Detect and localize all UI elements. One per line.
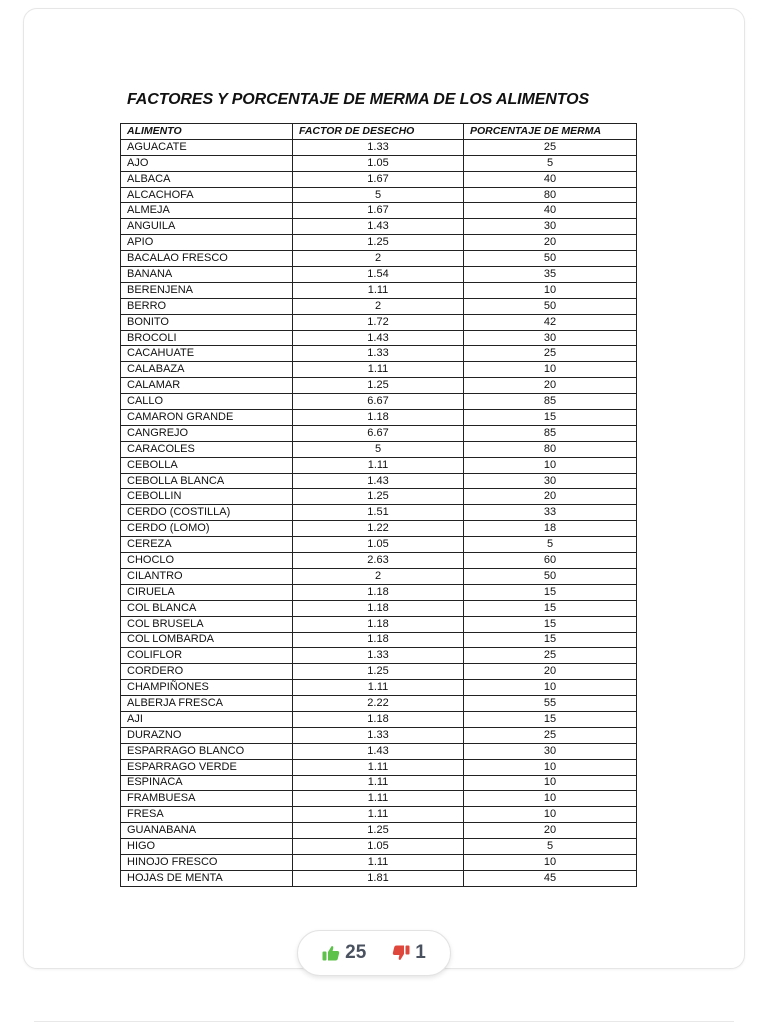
cell-factor-desecho: 1.11 — [293, 807, 464, 823]
cell-factor-desecho: 1.18 — [293, 632, 464, 648]
cell-porcentaje-merma: 20 — [464, 664, 637, 680]
cell-alimento: CORDERO — [121, 664, 293, 680]
cell-factor-desecho: 1.25 — [293, 378, 464, 394]
table-row — [121, 267, 637, 283]
table-row — [121, 410, 637, 426]
cell-factor-desecho: 2 — [293, 568, 464, 584]
table-row — [121, 711, 637, 727]
table-row — [121, 441, 637, 457]
table-row — [121, 251, 637, 267]
cell-factor-desecho: 1.33 — [293, 139, 464, 155]
cell-factor-desecho: 1.11 — [293, 680, 464, 696]
cell-porcentaje-merma: 15 — [464, 584, 637, 600]
cell-alimento: CARACOLES — [121, 441, 293, 457]
table-row — [121, 219, 637, 235]
cell-factor-desecho: 1.43 — [293, 219, 464, 235]
table-row — [121, 791, 637, 807]
cell-porcentaje-merma: 55 — [464, 696, 637, 712]
table-header-row — [121, 124, 637, 140]
cell-porcentaje-merma: 45 — [464, 870, 637, 886]
table-row — [121, 727, 637, 743]
table-row — [121, 394, 637, 410]
cell-porcentaje-merma: 25 — [464, 648, 637, 664]
cell-alimento: COL LOMBARDA — [121, 632, 293, 648]
cell-porcentaje-merma: 15 — [464, 410, 637, 426]
cell-porcentaje-merma: 10 — [464, 807, 637, 823]
cell-alimento: AJO — [121, 155, 293, 171]
table-row — [121, 680, 637, 696]
cell-porcentaje-merma: 33 — [464, 505, 637, 521]
cell-alimento: CEBOLLA — [121, 457, 293, 473]
table-row — [121, 187, 637, 203]
cell-alimento: HIGO — [121, 839, 293, 855]
cell-alimento: GUANABANA — [121, 823, 293, 839]
cell-factor-desecho: 1.43 — [293, 330, 464, 346]
cell-alimento: BERRO — [121, 298, 293, 314]
table-row — [121, 298, 637, 314]
cell-alimento: CALABAZA — [121, 362, 293, 378]
cell-porcentaje-merma: 30 — [464, 219, 637, 235]
cell-alimento: CHOCLO — [121, 553, 293, 569]
document-title: FACTORES Y PORCENTAJE DE MERMA DE LOS ALIMENTOS — [127, 91, 590, 108]
table-row — [121, 870, 637, 886]
cell-factor-desecho: 2 — [293, 251, 464, 267]
table-row — [121, 854, 637, 870]
cell-factor-desecho: 2 — [293, 298, 464, 314]
table-row — [121, 378, 637, 394]
table-row — [121, 743, 637, 759]
cell-factor-desecho: 1.18 — [293, 711, 464, 727]
cell-alimento: CILANTRO — [121, 568, 293, 584]
cell-alimento: COL BRUSELA — [121, 616, 293, 632]
cell-factor-desecho: 1.43 — [293, 743, 464, 759]
cell-porcentaje-merma: 50 — [464, 298, 637, 314]
cell-alimento: DURAZNO — [121, 727, 293, 743]
cell-porcentaje-merma: 30 — [464, 473, 637, 489]
cell-factor-desecho: 1.11 — [293, 457, 464, 473]
table-row — [121, 775, 637, 791]
cell-porcentaje-merma: 5 — [464, 839, 637, 855]
cell-porcentaje-merma: 10 — [464, 854, 637, 870]
table-row — [121, 839, 637, 855]
cell-factor-desecho: 1.11 — [293, 282, 464, 298]
cell-porcentaje-merma: 25 — [464, 346, 637, 362]
table-row — [121, 346, 637, 362]
cell-factor-desecho: 1.54 — [293, 267, 464, 283]
table-row — [121, 568, 637, 584]
table-row — [121, 171, 637, 187]
cell-alimento: CEBOLLIN — [121, 489, 293, 505]
cell-alimento: BERENJENA — [121, 282, 293, 298]
table-row — [121, 314, 637, 330]
table-row — [121, 648, 637, 664]
table-row — [121, 759, 637, 775]
cell-factor-desecho: 1.25 — [293, 235, 464, 251]
cell-alimento: HINOJO FRESCO — [121, 854, 293, 870]
cell-factor-desecho: 1.81 — [293, 870, 464, 886]
cell-alimento: CERDO (LOMO) — [121, 521, 293, 537]
cell-porcentaje-merma: 40 — [464, 203, 637, 219]
column-header-factor: FACTOR DE DESECHO — [293, 124, 464, 140]
vote-bar — [297, 930, 451, 976]
upvote-button[interactable] — [322, 942, 366, 964]
table-row — [121, 632, 637, 648]
cell-factor-desecho: 1.11 — [293, 759, 464, 775]
cell-alimento: ALMEJA — [121, 203, 293, 219]
cell-porcentaje-merma: 35 — [464, 267, 637, 283]
cell-porcentaje-merma: 60 — [464, 553, 637, 569]
cell-porcentaje-merma: 50 — [464, 568, 637, 584]
table-row — [121, 553, 637, 569]
cell-alimento: CALAMAR — [121, 378, 293, 394]
table-row — [121, 823, 637, 839]
cell-porcentaje-merma: 20 — [464, 489, 637, 505]
table-row — [121, 616, 637, 632]
table-row — [121, 330, 637, 346]
cell-alimento: ESPINACA — [121, 775, 293, 791]
cell-factor-desecho: 2.22 — [293, 696, 464, 712]
cell-factor-desecho: 1.25 — [293, 664, 464, 680]
cell-factor-desecho: 1.22 — [293, 521, 464, 537]
cell-alimento: AJI — [121, 711, 293, 727]
cell-factor-desecho: 1.18 — [293, 584, 464, 600]
table-row — [121, 139, 637, 155]
cell-factor-desecho: 1.33 — [293, 346, 464, 362]
cell-factor-desecho: 1.33 — [293, 648, 464, 664]
thumbs-up-icon — [322, 945, 340, 961]
cell-factor-desecho: 1.05 — [293, 537, 464, 553]
cell-factor-desecho: 1.43 — [293, 473, 464, 489]
cell-alimento: CEREZA — [121, 537, 293, 553]
cell-factor-desecho: 1.05 — [293, 155, 464, 171]
table-row — [121, 457, 637, 473]
cell-alimento: CACAHUATE — [121, 346, 293, 362]
cell-porcentaje-merma: 15 — [464, 616, 637, 632]
cell-porcentaje-merma: 15 — [464, 600, 637, 616]
table-row — [121, 537, 637, 553]
cell-factor-desecho: 1.11 — [293, 775, 464, 791]
cell-porcentaje-merma: 15 — [464, 632, 637, 648]
table-row — [121, 600, 637, 616]
table-row — [121, 282, 637, 298]
cell-alimento: CIRUELA — [121, 584, 293, 600]
cell-alimento: AGUACATE — [121, 139, 293, 155]
cell-alimento: BANANA — [121, 267, 293, 283]
cell-porcentaje-merma: 10 — [464, 775, 637, 791]
cell-porcentaje-merma: 20 — [464, 378, 637, 394]
cell-porcentaje-merma: 10 — [464, 759, 637, 775]
table-row — [121, 425, 637, 441]
cell-alimento: ESPARRAGO BLANCO — [121, 743, 293, 759]
cell-porcentaje-merma: 25 — [464, 139, 637, 155]
table-row — [121, 235, 637, 251]
cell-factor-desecho: 1.05 — [293, 839, 464, 855]
cell-factor-desecho: 1.18 — [293, 616, 464, 632]
thumbs-down-icon — [392, 945, 410, 961]
cell-porcentaje-merma: 85 — [464, 394, 637, 410]
cell-alimento: CHAMPIÑONES — [121, 680, 293, 696]
cell-porcentaje-merma: 20 — [464, 823, 637, 839]
cell-alimento: ALCACHOFA — [121, 187, 293, 203]
cell-porcentaje-merma: 80 — [464, 187, 637, 203]
merma-table — [120, 123, 637, 887]
cell-porcentaje-merma: 10 — [464, 282, 637, 298]
cell-porcentaje-merma: 85 — [464, 425, 637, 441]
cell-alimento: CEBOLLA BLANCA — [121, 473, 293, 489]
cell-alimento: COL BLANCA — [121, 600, 293, 616]
cell-porcentaje-merma: 10 — [464, 791, 637, 807]
cell-factor-desecho: 1.25 — [293, 489, 464, 505]
cell-alimento: BROCOLI — [121, 330, 293, 346]
table-row — [121, 521, 637, 537]
upvote-count: 25 — [345, 942, 367, 963]
cell-factor-desecho: 1.67 — [293, 203, 464, 219]
cell-alimento: CANGREJO — [121, 425, 293, 441]
cell-alimento: FRESA — [121, 807, 293, 823]
cell-factor-desecho: 5 — [293, 441, 464, 457]
cell-factor-desecho: 6.67 — [293, 425, 464, 441]
cell-factor-desecho: 1.18 — [293, 410, 464, 426]
cell-factor-desecho: 2.63 — [293, 553, 464, 569]
downvote-count: 1 — [415, 942, 426, 963]
table-row — [121, 155, 637, 171]
cell-porcentaje-merma: 10 — [464, 457, 637, 473]
table-row — [121, 584, 637, 600]
column-header-alimento: ALIMENTO — [121, 124, 293, 140]
cell-porcentaje-merma: 42 — [464, 314, 637, 330]
cell-alimento: COLIFLOR — [121, 648, 293, 664]
cell-factor-desecho: 1.25 — [293, 823, 464, 839]
cell-alimento: CALLO — [121, 394, 293, 410]
table-row — [121, 664, 637, 680]
cell-porcentaje-merma: 30 — [464, 743, 637, 759]
cell-porcentaje-merma: 15 — [464, 711, 637, 727]
cell-alimento: HOJAS DE MENTA — [121, 870, 293, 886]
table-row — [121, 696, 637, 712]
cell-factor-desecho: 1.72 — [293, 314, 464, 330]
cell-factor-desecho: 1.33 — [293, 727, 464, 743]
cell-porcentaje-merma: 10 — [464, 362, 637, 378]
cell-factor-desecho: 1.11 — [293, 791, 464, 807]
cell-alimento: FRAMBUESA — [121, 791, 293, 807]
cell-factor-desecho: 6.67 — [293, 394, 464, 410]
cell-porcentaje-merma: 18 — [464, 521, 637, 537]
cell-alimento: ESPARRAGO VERDE — [121, 759, 293, 775]
cell-porcentaje-merma: 25 — [464, 727, 637, 743]
column-header-porcentaje: PORCENTAJE DE MERMA — [464, 124, 637, 140]
table-row — [121, 807, 637, 823]
cell-alimento: BACALAO FRESCO — [121, 251, 293, 267]
cell-factor-desecho: 1.11 — [293, 362, 464, 378]
table-row — [121, 489, 637, 505]
cell-alimento: APIO — [121, 235, 293, 251]
cell-porcentaje-merma: 30 — [464, 330, 637, 346]
table-row — [121, 473, 637, 489]
table-row — [121, 505, 637, 521]
cell-factor-desecho: 5 — [293, 187, 464, 203]
table-row — [121, 362, 637, 378]
cell-factor-desecho: 1.51 — [293, 505, 464, 521]
cell-porcentaje-merma: 40 — [464, 171, 637, 187]
cell-porcentaje-merma: 20 — [464, 235, 637, 251]
cell-alimento: BONITO — [121, 314, 293, 330]
cell-alimento: CAMARON GRANDE — [121, 410, 293, 426]
cell-alimento: ALBACA — [121, 171, 293, 187]
downvote-button[interactable] — [392, 942, 426, 964]
cell-factor-desecho: 1.11 — [293, 854, 464, 870]
cell-porcentaje-merma: 5 — [464, 155, 637, 171]
footer-divider — [34, 1021, 734, 1022]
cell-porcentaje-merma: 80 — [464, 441, 637, 457]
cell-alimento: ALBERJA FRESCA — [121, 696, 293, 712]
cell-porcentaje-merma: 50 — [464, 251, 637, 267]
cell-factor-desecho: 1.18 — [293, 600, 464, 616]
cell-factor-desecho: 1.67 — [293, 171, 464, 187]
cell-alimento: CERDO (COSTILLA) — [121, 505, 293, 521]
cell-porcentaje-merma: 10 — [464, 680, 637, 696]
table-row — [121, 203, 637, 219]
cell-porcentaje-merma: 5 — [464, 537, 637, 553]
cell-alimento: ANGUILA — [121, 219, 293, 235]
